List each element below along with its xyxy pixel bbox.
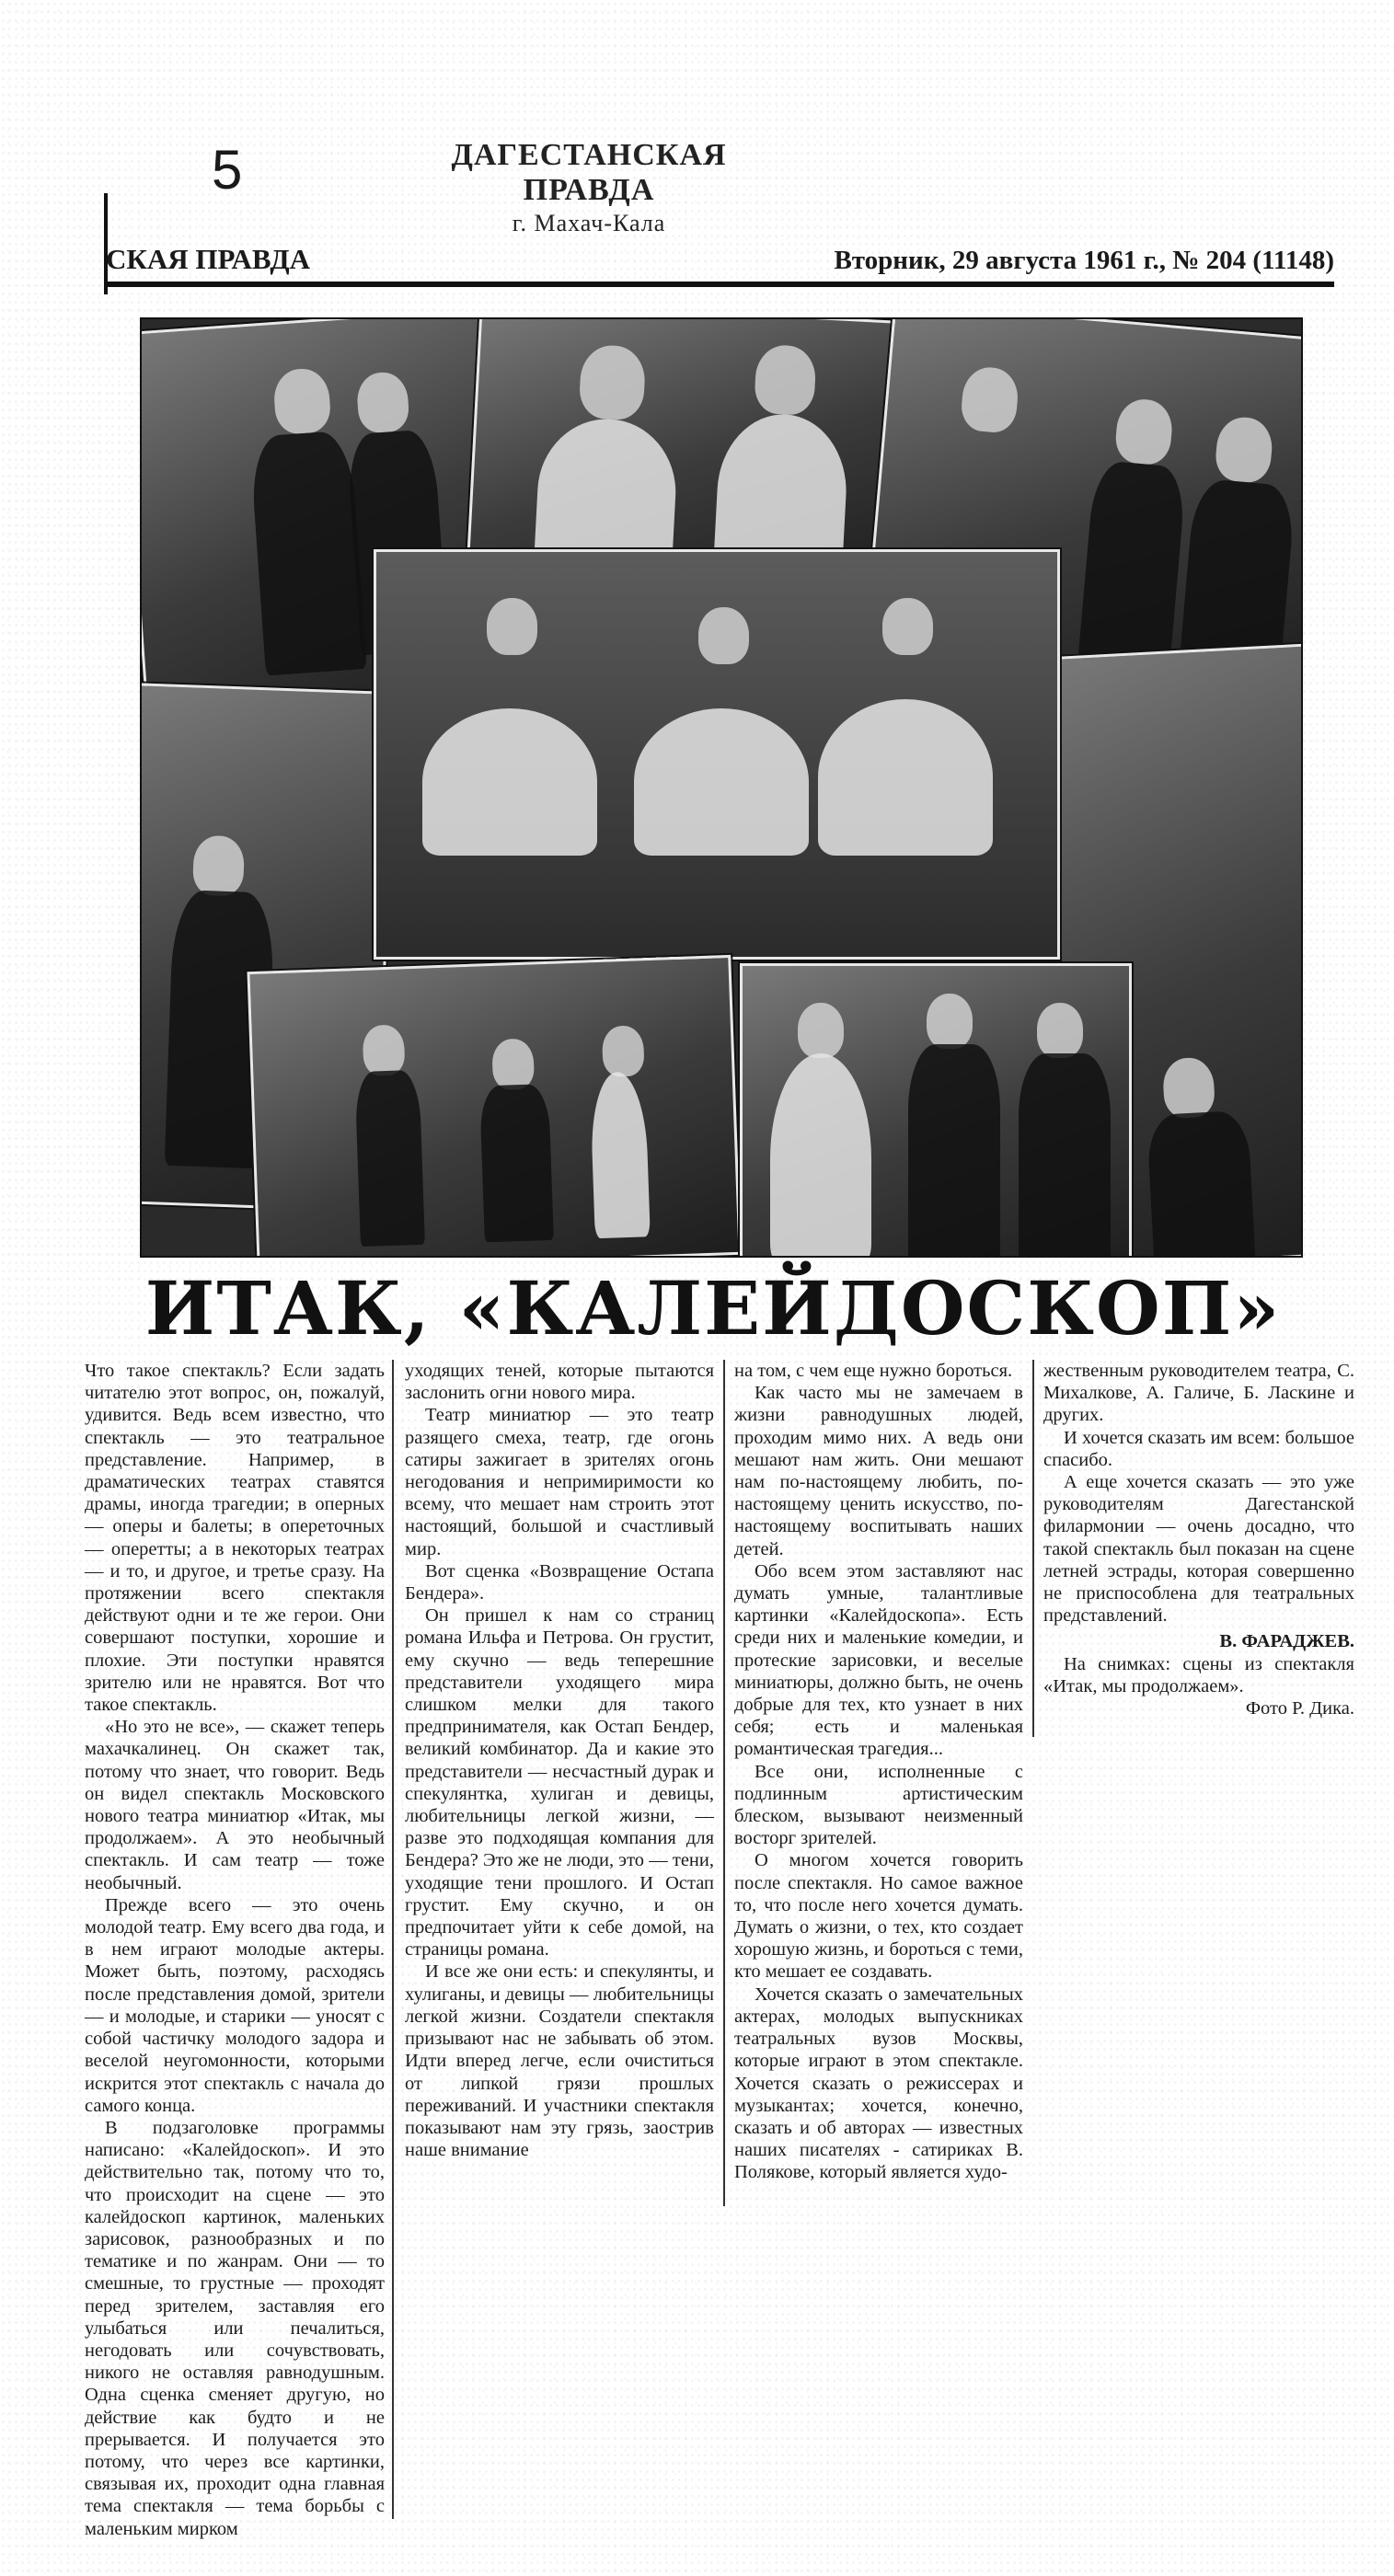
issue-date: Вторник, 29 августа 1961 г., № 204 (11148)	[834, 246, 1334, 275]
photo-center-dancers	[374, 549, 1060, 960]
column-divider	[392, 1360, 394, 2519]
paragraph: «Но это не все», — скажет теперь махачкалинец. Он скажет так, потому что знает, что говорит. Ведь он видел спектакль Московского нового театра миниатюр «Итак, мы продолжаем». А это необычный спектакль. И сам театр — тоже необычный.	[85, 1717, 385, 1893]
paragraph: А еще хочется сказать — это уже руководителям Дагестанской филармонии — очень досадно, что такой спектакль был показан на сцене летней эстрады, которая совершенно не приспособлена для театральных представлений.	[1043, 1472, 1354, 1627]
paragraph: Он пришел к нам со страниц романа Ильфа и Петрова. Он грустит, ему скучно — ведь теперешние представители уходящего мира слишком мелки для такого предпринимателя, как Остап Бендер, великий комбинатор. Да и какие это представители — несчастный дурак и спекулянтка, хулиган и девицы, любительницы легкой жизни, — разве это подходящая компания для Бендера? Это же не люди, это — тени, уходящие тени прошлого. И Остап грустит. Ему скучно, и он предпочитает уйти к себе домой, на страницы романа.	[405, 1605, 714, 1961]
author-signature: В. ФАРАДЖЕВ.	[1219, 1631, 1354, 1652]
photo-caption: На снимках: сцены из спектакля «Итак, мы продолжаем».	[1043, 1653, 1354, 1696]
paragraph: Вот сценка «Возвращение Остапа Бендера».	[405, 1560, 714, 1604]
photo-bottom-center	[740, 963, 1132, 1258]
article-column-3	[734, 1360, 1023, 2184]
column-divider	[1032, 1360, 1034, 1737]
article-column-4	[1043, 1360, 1354, 1719]
paragraph: Как часто мы не замечаем в жизни равнодушных людей, проходим мимо них. А ведь они мешают нам жить. Они мешают нам по-настоящему любить, по-настоящему ценить искусство, по-настоящему воспитывать наших детей.	[734, 1383, 1023, 1559]
paragraph: Что такое спектакль? Если задать читателю этот вопрос, он, пожалуй, удивится. Ведь всем известно, что спектакль — это театральное представление. Например, в драматических театрах ставятся драмы, иногда трагедии; в оперных — оперы и балеты; в опереточных — оперетты; а в некоторых театрах — и то, и другое, и третье сразу. На протяжении всего спектакля действуют одни и те же герои. Они совершают поступки, хорошие и плохие. Эти поступки нравятся зрителю или не нравятся. Вот что такое спектакль.	[85, 1361, 385, 1716]
library-stamp	[386, 138, 791, 237]
article-headline: ИТАК, «КАЛЕЙДОСКОП»	[144, 1265, 1282, 1351]
column-divider	[723, 1360, 725, 2206]
stamp-title: ДАГЕСТАНСКАЯ ПРАВДА	[451, 138, 727, 207]
article-column-1	[85, 1360, 385, 2540]
paragraph: жественным руководителем театра, С. Михалкове, А. Галиче, Б. Ласкине и других.	[1043, 1361, 1354, 1426]
photo-bottom-left	[247, 955, 741, 1258]
paragraph: Обо всем этом заставляют нас думать умные, талантливые картинки «Калейдоскопа». Есть среди них и маленькие комедии, и протеские зарисовки, и веселые миниатюры, должно быть, не очень добрые для тех, кто узнает в них себя; есть и маленькая романтическая трагедия...	[734, 1560, 1023, 1760]
paragraph: уходящих теней, которые пытаются заслонить огни нового мира.	[405, 1361, 714, 1404]
photo-credit: Фото Р. Дика.	[1245, 1698, 1354, 1719]
paragraph: Театр миниатюр — это театр разящего смеха, театр, где огонь сатиры зажигает в зрителях огонь негодования и непримиримости ко всему, что мешает нам строить этот настоящий, большой и счастливый мир.	[405, 1405, 714, 1559]
paragraph: на том, с чем еще нужно бороться.	[734, 1361, 1013, 1381]
paragraph: Хочется сказать о замечательных актерах, молодых выпускниках театральных вузов Москвы, которые играют в этом спектакле. Хочется сказать о режиссерах и музыкантах; хочется, конечно, сказать и об авторах — известных наших писателях - сатириках В. Полякове, который является худо-	[734, 1984, 1023, 2183]
masthead	[106, 236, 1334, 287]
paragraph: И все же они есть: и спекулянты, и хулиганы, и девицы — любительницы легкой жизни. Создатели спектакля призывают нас не забывать об этом. Идти вперед легче, если очиститься от липкой грязи прошлых переживаний. И участники спектакля показывают нам эту грязь, заострив наше внимание	[405, 1961, 714, 2161]
stamp-city: г. Махач-Кала	[512, 210, 666, 236]
page-number: 5	[212, 139, 243, 201]
paragraph: О многом хочется говорить после спектакля. Но самое важное то, что после него хочется думать. Думать о жизни, о тех, кто создает хорошую жизнь, и бороться с теми, кто мешает ее создавать.	[734, 1850, 1023, 1983]
paragraph: Все они, исполненные с подлинным артистическим блеском, вызывают неизменный восторг зрителей.	[734, 1761, 1023, 1849]
photo-collage	[140, 317, 1303, 1258]
paper-name: СКАЯ ПРАВДА	[106, 243, 311, 275]
paragraph: Прежде всего — это очень молодой театр. Ему всего два года, и в нем играют молодые актеры. Может быть, поэтому, расходясь после представления домой, зрители — и молодые, и старики — уносят с собой частичку молодого задора и веселой неугомонности, которыми искрится этот спектакль с начала до самого конца.	[85, 1894, 385, 2116]
article-column-2	[405, 1360, 714, 2161]
paragraph: И хочется сказать им всем: большое спасибо.	[1043, 1427, 1354, 1470]
paragraph: В подзаголовке программы написано: «Калейдоскоп». И это действительно так, потому что то, что происходит на сцене — это калейдоскоп картинок, маленьких зарисовок, разнообразных и по тематике и по жанрам. Они — то смешные, то грустные — проходят перед зрителем, заставляя его улыбаться или печалиться, негодовать или сочувствовать, никого не оставляя равнодушным. Одна сценка сменяет другую, но действие как будто и не прерывается. И получается это потому, что через все картинки, связывая их, проходит одна главная тема спектакля — тема борьбы с маленьким мирком	[85, 2117, 385, 2539]
